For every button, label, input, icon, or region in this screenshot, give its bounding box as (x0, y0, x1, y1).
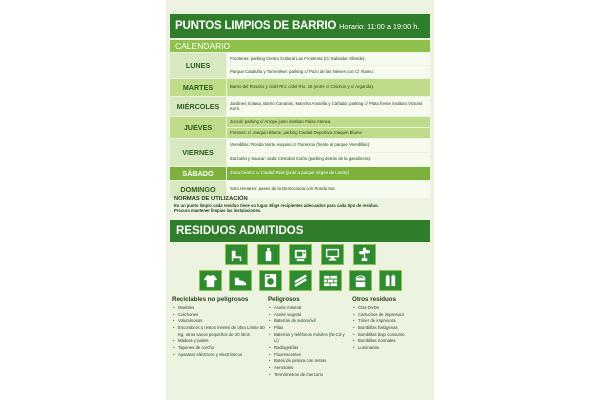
schedule-row-martes (170, 79, 430, 96)
location-text: Zona Centro: c/ Ciudad Real (junto a parque Virgen de Loreto) (227, 167, 430, 180)
list-item: • Tóner de impresora (358, 318, 425, 325)
day-label: MARTES (170, 79, 226, 96)
usage-rules (174, 196, 426, 214)
list-item: • Baterías de automóvil (274, 318, 349, 325)
schedule-row-viernes (170, 139, 430, 166)
schedule-row-sabado (170, 167, 430, 180)
category-title: Otros residuos (352, 296, 397, 303)
waste-icons (170, 244, 430, 296)
calendar-label: CALENDARIO (170, 40, 430, 52)
bottle-icon (257, 244, 280, 265)
list-item: • Aparatos eléctricos y electrónicos (178, 352, 265, 359)
usage-rules-line: Procura mantener limpias las instalaciones. (174, 208, 262, 214)
list-item: • Radiografías (274, 345, 349, 352)
category-otros (352, 296, 428, 378)
appliance-icon (289, 244, 312, 265)
washing-machine-icon (259, 270, 282, 291)
battery-icon (379, 270, 402, 291)
list-item: • Botes de pintura con restos (274, 358, 349, 365)
list-item: • Cartuchos de impresora (358, 312, 425, 319)
flyer (166, 0, 434, 400)
page-title: PUNTOS LIMPIOS DE BARRIO (175, 20, 337, 32)
usage-rules-title: NORMAS DE UTILIZACIÓN (174, 196, 248, 202)
header-banner (170, 14, 430, 38)
category-peligrosos (268, 296, 352, 378)
location-text: Fresnos: c/ Joaquín Blume, parking Ciudad Deportiva Joaquín Blume (227, 128, 430, 138)
day-label: SÁBADO (170, 167, 226, 180)
list-item: • Termómetros de mercurio (274, 372, 349, 379)
residuos-banner: RESIDUOS ADMITIDOS (170, 220, 430, 242)
location-text: Jardines Solana, Barrio Canarias, Mancha Amarilla y Cañada: parking c/ Plata frente instituto Victoria Kent. (227, 97, 430, 116)
list-item: • Aceite vegetal (274, 312, 349, 319)
category-title: Peligrosos (268, 296, 300, 303)
list-item: • Madera y palets (178, 338, 265, 345)
location-text: Juncal: parking c/ Arrope junto instituto Palas Atenea. (227, 117, 430, 127)
list-item: • Aerosoles (274, 365, 349, 372)
computer-icon (321, 244, 344, 265)
day-label: LUNES (170, 53, 226, 78)
wood-icon (289, 270, 312, 291)
waste-categories (172, 296, 428, 378)
day-label: JUEVES (170, 117, 226, 138)
location-text: Veredillas: Ronda Norte esquina c/ Florencia (frente al parque Veredillas). (227, 139, 430, 152)
list-item: • Escombros o restos inertes de obra Límite 50 Kg, otros sacos pequeños de 20 litros (178, 325, 265, 338)
day-label: VIERNES (170, 139, 226, 166)
list-item: • Fluorescentes (274, 352, 349, 359)
list-item: • Colchones (178, 312, 265, 319)
list-item: • Aceite mineral (274, 305, 349, 312)
clothes-icon (199, 270, 222, 291)
plant-icon (353, 244, 376, 265)
location-text: Fronteras: parking Centro Cultural Las Fronteras (C/ Salvador Allende). (227, 53, 430, 65)
paint-icon (349, 270, 372, 291)
hours-text: Horario: 11:00 a 19:00 h. (339, 21, 420, 31)
location-text: Parque Cataluña y Torreniève: parking c/ Pozo de las Nieves con C/ Álamo. (227, 66, 430, 78)
list-item: • Voluminosos (178, 318, 265, 325)
shoe-icon (229, 270, 252, 291)
day-label: MIÉRCOLES (170, 97, 226, 116)
list-item: • Baterías y teléfonos móviles (Ni-Cd y Li) (274, 332, 349, 345)
list-item: • Luminarias (358, 345, 425, 352)
schedule-row-jueves (170, 117, 430, 138)
furniture-icon (225, 244, 248, 265)
list-item: • Bombillas bajo consumo (358, 332, 425, 339)
schedule-table (170, 53, 430, 199)
location-text: Barrio del Rosario y c/del Río: c/del Río. 25 (entre c/ Chichón y c/ Arganda). (227, 79, 430, 96)
list-item: • CDs-DVDs (358, 305, 425, 312)
list-item: • Bombillas halógenas (358, 325, 425, 332)
list-item: • Bombillas normales (358, 338, 425, 345)
schedule-row-miercoles (170, 97, 430, 116)
location-text: Soto Henares: paseo de la Democracia con Ronda Sur. (227, 181, 430, 198)
schedule-row-lunes (170, 53, 430, 78)
list-item: • Pilas (274, 325, 349, 332)
usage-rules-line: En un punto limpio cada residuo tiene su lugar. Elige recipientes adecuados para cada tipo de residuo. (174, 203, 379, 208)
category-title: Reciclables no peligrosos (172, 296, 249, 303)
list-item: • Tapones de corcho (178, 345, 265, 352)
day-label: DOMINGO (170, 181, 226, 198)
bricks-icon (319, 270, 342, 291)
category-reciclables (172, 296, 268, 378)
list-item: • Muebles (178, 305, 265, 312)
location-text: Zarzuela y Saucar: avda Cristobal Colón (parking detrás de la gasolinera). (227, 153, 430, 166)
